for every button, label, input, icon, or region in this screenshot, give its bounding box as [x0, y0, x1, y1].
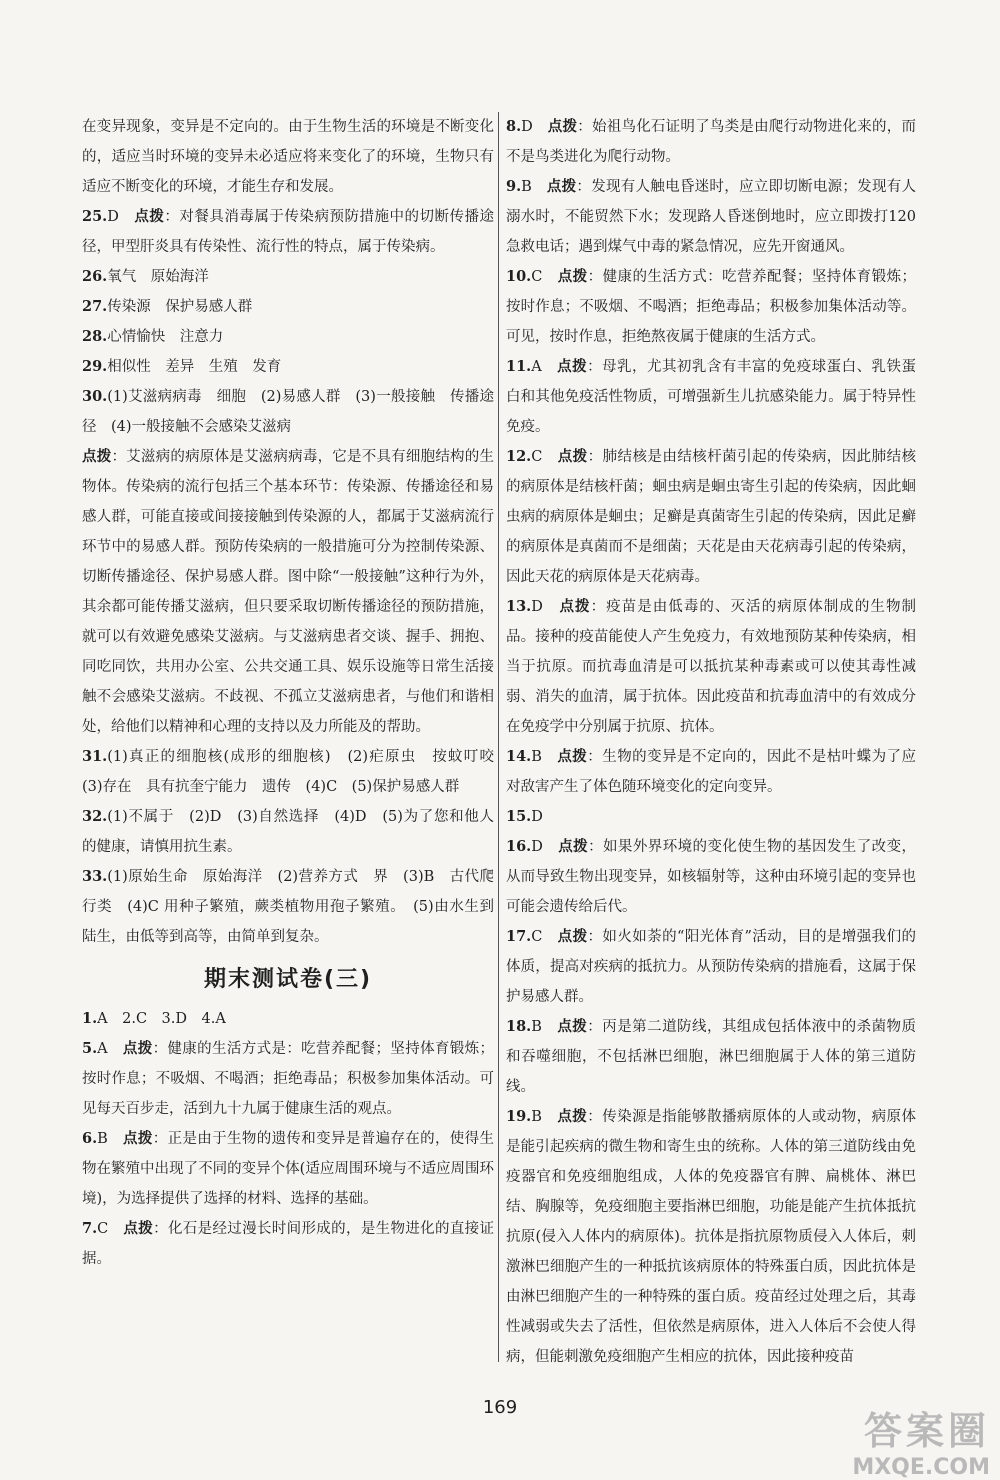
answer-choice: C	[531, 449, 558, 465]
answer-item	[82, 442, 494, 742]
page-number: 169	[482, 1397, 518, 1418]
hint-label: 点拨	[557, 1018, 588, 1035]
answer-item	[506, 112, 916, 172]
hint-label: 点拨	[134, 208, 165, 225]
answer-number: 1.	[82, 1010, 98, 1027]
answer-number: 6.	[82, 1130, 98, 1147]
answer-text: (1)原始生命 原始海洋 (2)营养方式 界 (3)B 古代爬行类 (4)C 用种子繁殖，蕨类植物用孢子繁殖。 (5)由水生到陆生，由低等到高等，由简单到复杂。	[82, 869, 494, 945]
answer-text: 心情愉快 注意力	[107, 329, 224, 345]
watermark-logo	[852, 1400, 990, 1480]
answer-choice: B	[97, 1131, 124, 1147]
answer-choice: B	[531, 1109, 558, 1125]
answer-number: 17.	[506, 928, 532, 945]
answer-item	[82, 1124, 494, 1214]
answer-text: ：发现有人触电昏迷时，应立即切断电源；发现有人溺水时，不能贸然下水；发现路人昏迷倒地时，应立即拨打120急救电话；遇到煤气中毒的紧急情况，应先开窗通风。	[506, 179, 917, 255]
answer-item	[82, 352, 494, 382]
hint-label: 点拨	[546, 178, 577, 195]
answer-number: 33.	[82, 868, 108, 885]
answer-text: ：健康的生活方式：吃营养配餐；坚持体育锻炼；按时作息；不吸烟、不喝酒；拒绝毒品；积极参加集体活动等。可见，按时作息，拒绝熬夜属于健康的生活方式。	[506, 269, 917, 345]
right-column	[506, 112, 916, 1372]
answer-item	[506, 592, 916, 742]
answer-text: ：肺结核是由结核杆菌引起的传染病，因此肺结核的病原体是结核杆菌；蛔虫病是蛔虫寄生引起的传染病，因此蛔虫病的病原体是蛔虫；足癣是真菌寄生引起的传染病，因此足癣的病原体是真菌而不是细菌；天花是由天花病毒引起的传染病，因此天花的病原体是天花病毒。	[506, 449, 917, 585]
hint-label: 点拨	[557, 448, 588, 465]
answer-text: ：始祖鸟化石证明了鸟类是由爬行动物进化来的，而不是鸟类进化为爬行动物。	[506, 119, 916, 165]
answer-item	[506, 1012, 916, 1102]
hint-label: 点拨	[123, 1220, 154, 1237]
answer-item	[82, 1034, 494, 1124]
answer-item	[506, 802, 916, 832]
answer-text: ：健康的生活方式是：吃营养配餐；坚持体育锻炼；按时作息；不吸烟、不喝酒；拒绝毒品；积极参加集体活动。可见每天百步走，活到九十九属于健康生活的观点。	[82, 1041, 495, 1117]
answer-choice: C	[531, 929, 558, 945]
answer-number: 25.	[82, 208, 108, 225]
answer-choice: C	[97, 1221, 124, 1237]
answer-item	[82, 1214, 494, 1274]
hint-label: 点拨	[547, 118, 578, 135]
answer-number: 11.	[506, 358, 532, 375]
answer-text: ：化石是经过漫长时间形成的，是生物进化的直接证据。	[82, 1221, 495, 1267]
answer-text: ：母乳，尤其初乳含有丰富的免疫球蛋白、乳铁蛋白和其他免疫活性物质，可增强新生儿抗感染能力。属于特异性免疫。	[506, 359, 917, 435]
answer-text: ：艾滋病的病原体是艾滋病病毒，它是不具有细胞结构的生物体。传染病的流行包括三个基本环节：传染源、传播途径和易感人群，可能直接或间接接触到传染源的人，都属于艾滋病流行环节中的易感人群。预防传染病的一般措施可分为控制传染源、切断传播途径、保护易感人群。图中除“一般接触”这种行为外，其余都可能传播艾滋病，但只要采取切断传播途径的预防措施，就可以有效避免感染艾滋病。与艾滋病患者交谈、握手、拥抱、同吃同饮，共用办公室、公共交通工具、娱乐设施等日常生活接触不会感染艾滋病。不歧视、不孤立艾滋病患者，与他们和谐相处，给他们以精神和心理的支持以及力所能及的帮助。	[82, 449, 495, 735]
answer-number: 16.	[506, 838, 532, 855]
answer-choice: B	[531, 749, 558, 765]
answer-number: 7.	[82, 1220, 98, 1237]
hint-label: 点拨	[557, 358, 588, 375]
answer-number: 9.	[506, 178, 522, 195]
answer-item	[506, 922, 916, 1012]
answer-item	[82, 262, 494, 292]
answer-choice: B	[521, 179, 547, 195]
answer-item	[82, 292, 494, 322]
answer-number: 27.	[82, 298, 108, 315]
hint-label: 点拨	[82, 448, 112, 465]
answer-choice: A	[531, 359, 558, 375]
hint-label: 点拨	[557, 748, 588, 765]
answer-item	[82, 862, 494, 952]
answer-number: 30.	[82, 388, 108, 405]
answer-number: 18.	[506, 1018, 532, 1035]
answer-number: 19.	[506, 1108, 532, 1125]
answer-text: (1)艾滋病病毒 细胞 (2)易感人群 (3)一般接触 传播途径 (4)一般接触不会感染艾滋病	[82, 389, 494, 435]
answer-text: ：传染源是指能够散播病原体的人或动物，病原体是能引起疾病的微生物和寄生虫的统称。人体的第三道防线由免疫器官和免疫细胞组成，人体的免疫器官有脾、扁桃体、淋巴结、胸腺等，免疫细胞主要指淋巴细胞，功能是能产生抗体抵抗抗原(侵入人体内的病原体)。抗体是指抗原物质侵入人体后，刺激淋巴细胞产生的一种抵抗该病原体的特殊蛋白质，因此抗体是由淋巴细胞产生的一种特殊的蛋白质。疫苗经过处理之后，其毒性减弱或失去了活性，但依然是病原体，进入人体后不会使人得病，但能刺激免疫细胞产生相应的抗体，因此接种疫苗	[506, 1109, 917, 1365]
answer-item	[506, 262, 916, 352]
answer-text: ：如果外界环境的变化使生物的基因发生了改变，从而导致生物出现变异，如核辐射等，这种由环境引起的变异也可能会遗传给后代。	[506, 839, 917, 915]
answer-item	[82, 202, 494, 262]
left-column	[82, 112, 509, 1274]
hint-label: 点拨	[557, 928, 588, 945]
answer-number: 32.	[82, 808, 108, 825]
answer-text: 传染源 保护易感人群	[107, 299, 253, 315]
answer-number: 8.	[506, 118, 522, 135]
answer-item	[506, 172, 916, 262]
answer-number: 12.	[506, 448, 532, 465]
hint-label: 点拨	[559, 598, 591, 615]
answer-item	[506, 1102, 916, 1372]
answer-text: 氧气 原始海洋	[107, 269, 209, 285]
answer-item	[82, 322, 494, 352]
section-title: 期末测试卷(三)	[203, 967, 373, 992]
answer-item	[506, 352, 916, 442]
answer-item	[506, 832, 916, 922]
answer-item	[82, 802, 494, 862]
answer-choice: D	[531, 599, 560, 615]
answer-choice: A	[97, 1041, 123, 1057]
answer-text: ：正是由于生物的遗传和变异是普遍存在的，使得生物在繁殖中出现了不同的变异个体(适应周围环境与不适应周围环境)，为选择提供了选择的材料、选择的基础。	[82, 1131, 495, 1207]
hint-label: 点拨	[557, 268, 588, 285]
answer-text: 相似性 差异 生殖 发育	[107, 359, 282, 375]
answer-item	[506, 442, 916, 592]
answer-text: ：疫苗是由低毒的、灭活的病原体制成的生物制品。接种的疫苗能使人产生免疫力，有效地预防某种传染病，相当于抗原。而抗毒血清是可以抵抗某种毒素或可以使其毒性减弱、消失的血清，属于抗体。因此疫苗和抗毒血清中的有效成分在免疫学中分别属于抗原、抗体。	[506, 599, 916, 735]
answer-text: 在变异现象，变异是不定向的。由于生物生活的环境是不断变化的，适应当时环境的变异未必适应将来变化了的环境，生物只有适应不断变化的环境，才能生存和发展。	[82, 119, 494, 195]
answer-text: (1)不属于 (2)D (3)自然选择 (4)D (5)为了您和他人的健康，请慎用抗生素。	[82, 809, 494, 855]
answer-text: ：对餐具消毒属于传染病预防措施中的切断传播途径，甲型肝炎具有传染性、流行性的特点，属于传染病。	[82, 209, 494, 255]
answer-text: ：生物的变异是不定向的，因此不是枯叶蝶为了应对敌害产生了体色随环境变化的定向变异。	[506, 749, 917, 795]
answer-number: 15.	[506, 808, 532, 825]
watermark-text: 答案圈	[863, 1409, 990, 1453]
answer-text: A 2.C 3.D 4.A	[97, 1011, 226, 1027]
hint-label: 点拨	[123, 1130, 153, 1147]
watermark-url: MXQE.COM	[852, 1455, 990, 1480]
answer-number: 14.	[506, 748, 532, 765]
hint-label: 点拨	[122, 1040, 153, 1057]
answer-number: 26.	[82, 268, 108, 285]
answer-text: ：如火如荼的“阳光体育”活动，目的是增强我们的体质，提高对疾病的抵抗力。从预防传染病的措施看，这属于保护易感人群。	[506, 929, 917, 1005]
hint-label: 点拨	[558, 838, 589, 855]
answer-number: 10.	[506, 268, 532, 285]
answer-item	[82, 112, 494, 202]
answer-choice: D	[521, 119, 548, 135]
answer-item	[82, 1004, 494, 1034]
hint-label: 点拨	[557, 1108, 588, 1125]
answer-number: 5.	[82, 1040, 98, 1057]
answer-text: ：丙是第二道防线，其组成包括体液中的杀菌物质和吞噬细胞，不包括淋巴细胞，淋巴细胞属于人体的第三道防线。	[506, 1019, 917, 1095]
answer-item	[82, 742, 509, 802]
column-divider	[498, 112, 499, 1362]
answer-number: 28.	[82, 328, 108, 345]
answer-choice: C	[531, 269, 558, 285]
answer-text: (1)真正的细胞核(成形的细胞核) (2)疟原虫 按蚊叮咬 (3)存在 具有抗奎宁能力 遗传 (4)C (5)保护易感人群	[82, 749, 509, 795]
answer-item	[82, 382, 494, 442]
answer-choice: D	[107, 209, 135, 225]
answer-choice: D	[531, 839, 559, 855]
answer-number: 29.	[82, 358, 108, 375]
answer-item	[506, 742, 916, 802]
answer-number: 13.	[506, 598, 532, 615]
answer-choice: B	[531, 1019, 558, 1035]
answer-number: 31.	[82, 748, 108, 765]
answer-text: D	[531, 809, 543, 825]
